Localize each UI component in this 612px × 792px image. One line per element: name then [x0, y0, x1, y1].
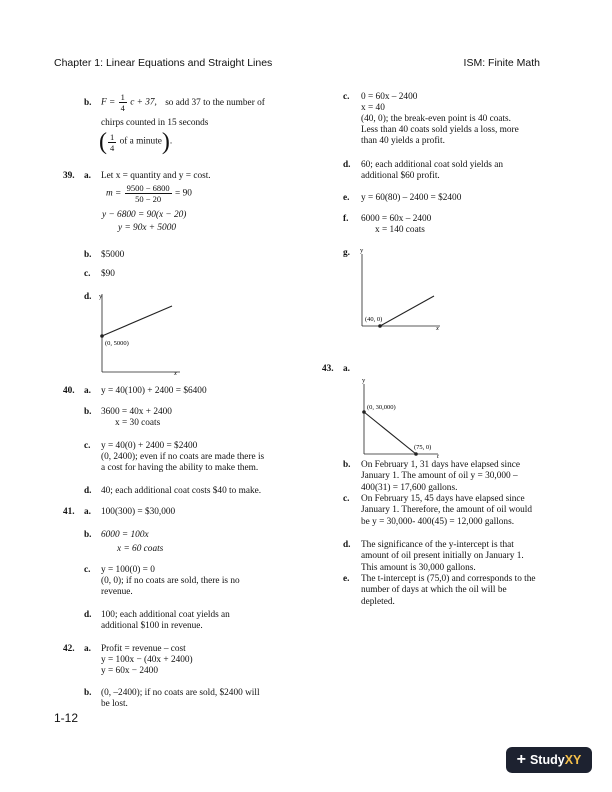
- intercept-point: [100, 334, 104, 338]
- p42a-l2: y = 100x − (40x + 2400): [101, 655, 193, 665]
- p40b-l1: 3600 = 40x + 2400: [101, 407, 172, 417]
- point-label: (40, 0): [365, 316, 383, 323]
- p40-number: 40.: [63, 386, 75, 396]
- y-axis-label: y: [362, 377, 366, 384]
- p39a-label: a.: [84, 171, 91, 181]
- p42c-l4: Less than 40 coats sold yields a loss, more: [361, 125, 519, 135]
- p42c-label: c.: [343, 92, 350, 102]
- p41-number: 41.: [63, 507, 75, 517]
- p38b-formula: [101, 92, 265, 113]
- p40c-l1: y = 40(0) + 2400 = $2400: [101, 441, 198, 451]
- p41a-label: a.: [84, 507, 91, 517]
- slope-m: m =: [106, 188, 122, 199]
- p41c-l2: (0, 0); if no coats are sold, there is no: [101, 576, 240, 586]
- slope-fraction: [125, 183, 172, 204]
- graph-39d: [94, 288, 194, 376]
- p43-number: 43.: [322, 364, 334, 374]
- p39d-label: d.: [84, 292, 92, 302]
- p40c-l2: (0, 2400); even if no coats are made there is: [101, 452, 265, 462]
- p41a-text: 100(300) = $30,000: [101, 507, 176, 517]
- close-paren: ): [161, 129, 170, 155]
- p41c-l3: revenue.: [101, 587, 133, 597]
- profit-line: [380, 296, 434, 326]
- p43a-label: a.: [343, 364, 350, 374]
- p43d-text: The significance of the y-intercept is that amount of oil present initially on January 1. This amount is 30,000 gallons.: [361, 540, 524, 573]
- p38b-label: b.: [84, 98, 92, 108]
- t-axis-label: t: [437, 453, 439, 460]
- fraction: [119, 92, 127, 113]
- p42d-l2: additional $60 profit.: [361, 171, 440, 181]
- p39a-text: Let x = quantity and y = cost.: [101, 171, 211, 181]
- p42b-l1: (0, –2400); if no coats are sold, $2400 will: [101, 688, 260, 698]
- cost-line: [102, 306, 172, 336]
- p42a-l1: Profit = revenue – cost: [101, 644, 186, 654]
- p42e-label: e.: [343, 193, 350, 203]
- open-paren: (: [99, 129, 107, 155]
- p40b-label: b.: [84, 407, 92, 417]
- fraction-num: 1: [110, 131, 115, 142]
- formula-note: so add 37 to the number of: [165, 97, 265, 108]
- p39-eq1: y − 6800 = 90(x − 20): [102, 210, 187, 220]
- y-intercept-point: [362, 410, 366, 414]
- p39-slope: [106, 183, 192, 204]
- p41d-l1: 100; each additional coat yields an: [101, 610, 230, 620]
- y-axis-label: y: [360, 247, 364, 254]
- p42f-label: f.: [343, 214, 349, 224]
- formula-lhs: F =: [101, 97, 116, 108]
- p41b-label: b.: [84, 530, 92, 540]
- p43d-label: d.: [343, 540, 351, 550]
- p42-number: 42.: [63, 644, 75, 654]
- brand-name-study: Study: [529, 753, 565, 767]
- fraction-num: 9500 − 6800: [126, 183, 170, 193]
- point1-label: (0, 30,000): [367, 404, 396, 411]
- p38b-paren: ( $\frac{1}{4}$ of a minute).: [99, 129, 173, 155]
- fraction: [108, 132, 116, 153]
- p40d-text: 40; each additional coat costs $40 to make.: [101, 486, 262, 496]
- page-number: 1-12: [54, 711, 79, 725]
- p40d-label: d.: [84, 486, 92, 496]
- p39b-label: b.: [84, 250, 92, 260]
- p43b-text: On February 1, 31 days have elapsed since January 1. The amount of oil y = 30,000 – 400(31) = 17,600 gallons.: [361, 460, 521, 493]
- p43e-label: e.: [343, 574, 350, 584]
- p38b-line2: chirps counted in 15 seconds: [101, 118, 209, 128]
- slope-result: = 90: [175, 188, 192, 199]
- p40c-label: c.: [84, 441, 91, 451]
- p42b-label: b.: [84, 688, 92, 698]
- p39b-text: $5000: [101, 250, 125, 260]
- p42e-text: y = 60(80) – 2400 = $2400: [361, 193, 462, 203]
- p41c-l1: y = 100(0) = 0: [101, 565, 155, 575]
- point-label: (0, 5000): [105, 340, 129, 347]
- p42c-l3: (40, 0); the break-even point is 40 coats.: [361, 114, 511, 124]
- y-axis-label: y: [99, 293, 103, 300]
- p39c-label: c.: [84, 269, 91, 279]
- p42a-label: a.: [84, 644, 91, 654]
- graph-42g: [356, 244, 448, 334]
- p40a-text: y = 40(100) + 2400 = $6400: [101, 386, 207, 396]
- p41d-label: d.: [84, 610, 92, 620]
- p40c-l3: a cost for having the ability to make them.: [101, 463, 259, 473]
- brand-name-xy: XY: [564, 753, 582, 767]
- fraction-num: 1: [120, 92, 125, 102]
- point2-label: (75, 0): [414, 444, 432, 451]
- p40a-label: a.: [84, 386, 91, 396]
- brand-name: [530, 753, 581, 767]
- t-intercept-point: [414, 452, 418, 456]
- plus-icon: +: [516, 751, 526, 768]
- chapter-header: Chapter 1: Linear Equations and Straight Lines: [54, 57, 273, 69]
- studyxy-badge[interactable]: [506, 747, 592, 773]
- p42b-l2: be lost.: [101, 699, 128, 709]
- book-header: ISM: Finite Math: [463, 57, 540, 69]
- p42a-l3: y = 60x − 2400: [101, 666, 158, 676]
- x-axis-label: x: [174, 370, 177, 376]
- graph-43a: [358, 374, 448, 460]
- break-even-point: [378, 324, 382, 328]
- fraction-den: 50 − 20: [135, 194, 162, 204]
- oil-line: [364, 412, 416, 454]
- x-axis-label: x: [436, 325, 439, 332]
- p42d-l1: 60; each additional coat sold yields an: [361, 160, 503, 170]
- p42g-label: g.: [343, 248, 350, 258]
- p41d-l2: additional $100 in revenue.: [101, 621, 203, 631]
- p39-number: 39.: [63, 171, 75, 181]
- p43c-text: On February 15, 45 days have elapsed since January 1. Therefore, the amount of oil would be y = 30,000- 400(45) = 12,000 gallons.: [361, 494, 532, 527]
- fraction-den: 4: [120, 103, 125, 113]
- p42c-l5: than 40 yields a profit.: [361, 136, 445, 146]
- p42f-l1: 6000 = 60x – 2400: [361, 214, 432, 224]
- p43c-label: c.: [343, 494, 350, 504]
- p42f-l2: x = 140 coats: [375, 225, 425, 235]
- p43b-label: b.: [343, 460, 351, 470]
- fraction-den: 4: [110, 142, 115, 153]
- p42c-l2: x = 40: [361, 103, 385, 113]
- p39-eq2: y = 90x + 5000: [118, 223, 176, 233]
- p43e-text: The t-intercept is (75,0) and corresponds to the number of days at which the oil will be depleted.: [361, 574, 536, 607]
- p41b-l2: x = 60 coats: [117, 544, 164, 554]
- p41c-label: c.: [84, 565, 91, 575]
- p42c-l1: 0 = 60x – 2400: [361, 92, 418, 102]
- p39c-text: $90: [101, 269, 115, 279]
- paren-text: of a minute: [119, 136, 162, 147]
- formula-rhs: c + 37,: [130, 97, 157, 108]
- p42d-label: d.: [343, 160, 351, 170]
- p40b-l2: x = 30 coats: [115, 418, 161, 428]
- p41b-l1: 6000 = 100x: [101, 530, 149, 540]
